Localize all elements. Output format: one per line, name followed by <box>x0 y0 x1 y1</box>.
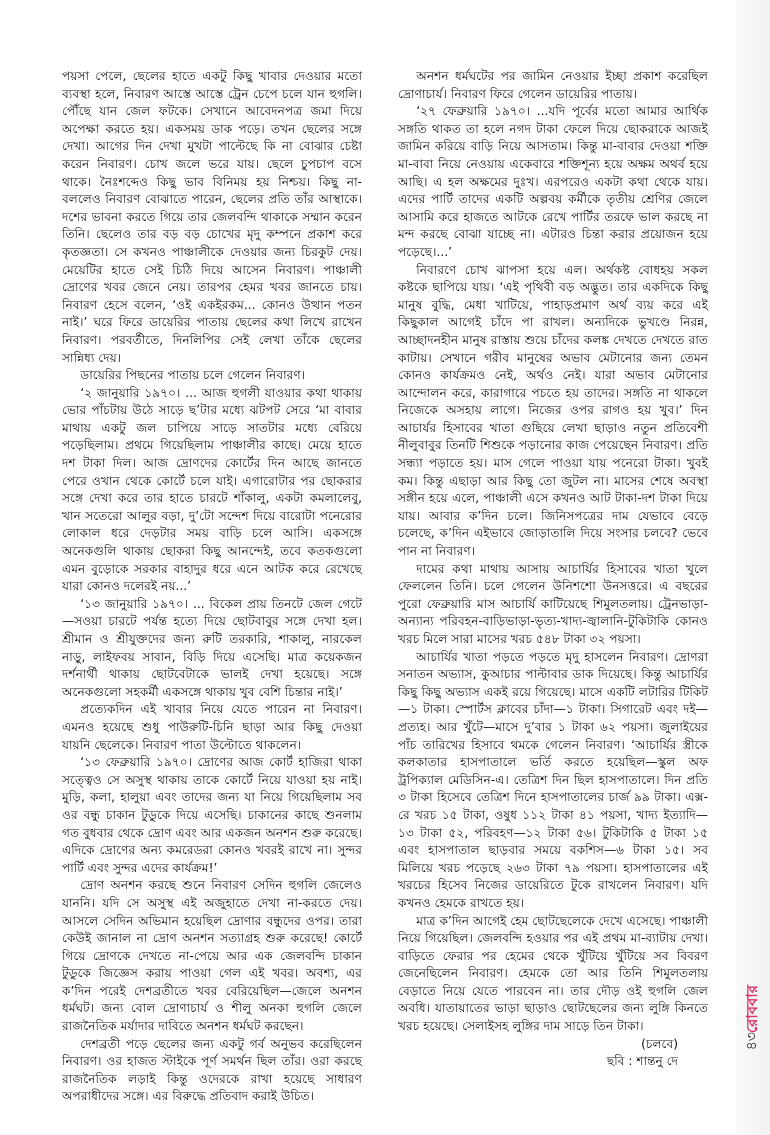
paragraph: পয়সা পেলে, ছেলের হাতে একটু কিছু খাবার দেওয়ার মতো ব্যবস্থা হলে, নিবারণ আস্তে আস্তে ট্রেন চেপে চলে যান হুগলি। পৌঁছে যান জেল ফটকে। সেখানে আবেদনপত্র জমা দিয়ে অপেক্ষা করতে হয়। একসময় ডাক পড়ে। তখন ছেলের সঙ্গে দেখা। আগের দিন দেখা মুখটা পাল্টেছে কি না বোঝার চেষ্টা করেন নিবারণ। চোখ জলে ভরে যায়। ছেলে চুপচাপ বসে থাকে। নৈঃশব্দেও কিছু ভাব বিনিময় হয় নিশ্চয়। কিছু না-বললেও নিবারণ বোঝাতে পারেন, ছেলের প্রতি তাঁর আস্থাকে। দশের ভাবনা করতে গিয়ে তার জেলবন্দি থাকাকে সম্মান করেন তিনি। ছেলেও তার বড় বড় চোখের মৃদু কম্পনে প্রকাশ করে কৃতজ্ঞতা। সে কখনও পাঞ্চালীকে দেওয়ার জন্য চিরকুট দেয়। মেয়েটির হাতে সেই চিঠি দিয়ে আসেন নিবারণ। পাঞ্চালী দ্রোণের খবর জেনে নেয়। তারপর হেমর খবর জানতে চায়। নিবারণ হেসে বলেন, ‘ওই একইরকম... কোনও উত্থান পতন নাই।’ ঘরে ফিরে ডায়েরির পাতায় ছেলের কথা লিখে রাখেন নিবারণ। পরবর্তীতে, দিনলিপির সেই লেখা তাঁকে ছেলের সান্নিধ্য দেয়। <box>62 69 362 365</box>
illustration-credit: ছবি : শান্তনু দে <box>606 1054 678 1069</box>
paragraph: দ্রোণ অনশন করছে শুনে নিবারণ সেদিন হুগলি জেলেও যাননি। যদি সে অসুস্থ এই অজুহাতে দেখা না-করতে দেয়। আসলে সেদিন অভিমান হয়েছিল দ্রোণার বন্ধুদের ওপর। তারা কেউই জানাল না দ্রোণ অনশন সত্যাগ্রহ শুরু করেছে! কোর্টে গিয়ে দ্রোণকে দেখতে না-পেয়ে আর এক জেলবন্দি চাকান টুডুকে জিজ্ঞেস করায় পাওয়া গেল এই খবর। অবশ্য, এর ক’দিন পরেই দেশব্রতীতে খবর বেরিয়েছিল—জেলে অনশন ধর্মঘট। জন্য বোল দ্রোণাচার্য ও শীলু অনকা হুগলি জেলে রাজনৈতিক মর্যাদার দাবিতে অনশন ধর্মঘট করছেন। <box>62 878 362 1034</box>
left-column <box>62 68 362 1106</box>
paragraph: নিবারণে চোখ ঝাপসা হয়ে এল। অর্থকষ্ট বোধহয় সকল কষ্টকে ছাপিয়ে যায়। ‘এই পৃথিবী বড় অদ্ভুত। তার একদিকে কিছু মানুষ বুদ্ধি, মেধা খাটিয়ে, পাহাড়প্রমাণ অর্থ ব্যয় করে এই কিছুকাল আগেই চাঁদে পা রাখল। অন্যদিকে ভুখণ্ডে নিরন্ন, আচ্ছাদনহীন মানুষ রাস্তায় শুয়ে চাঁদের কলঙ্ক দেখতে দেখতে রাত কাটায়। সেখানে গরীব মানুষের অভাব মেটানোর জন্য তেমন কোনও কার্যক্রমও নেই, অর্থও নেই। যারা অভাব মেটানোর আন্দোলন করে, কারাগারে পচতে হয় তাদের। সঙ্গতি না থাকলে নিজেকে অসহায় লাগে। নিজের ওপর রাগও হয় খুব।’ দিন আচার্যর হিসাবের খাতা গুছিয়ে লেখা ছাড়াও নতুন প্রতিবেশী নীলুবাবুর তিনটি শিশুকে পড়ানোর কাজ পেয়েছেন নিবারণ। প্রতি সন্ধ্যা পড়াতে হয়। মাস গেলে পাওয়া যায় পনেরো টাকা। খুবই কম। কিন্তু এছাড়া আর কিছু তো জুটল না। মাসের শেষে অবস্থা সঙ্গীন হয়ে এলে, পাঞ্চালী এসে কখনও আট টাকা-দশ টাকা দিয়ে যায়। আবার ক’দিন চলে। জিনিসপত্রের দাম যেভাবে বেড়ে চলেছে, ক’দিন এইভাবে জোড়াতালি দিয়ে সংসার চলবে? ভেবে পান না নিবারণ। <box>398 262 708 559</box>
paragraph: ডায়েরির পিছনের পাতায় চলে গেলেন নিবারণ। <box>80 368 306 383</box>
page-edge-sidebar <box>736 0 770 1135</box>
paragraph: অনশন ধর্মঘটের পর জামিন নেওয়ার ইচ্ছা প্রকাশ করেছিল দ্রোণাচার্য। নিবারণ ফিরে গেলেন ডায়েরির পাতায়। <box>398 69 708 101</box>
right-column <box>398 68 708 1071</box>
paragraph: মাত্র ক’দিন আগেই হেম ছোটছেলেকে দেখে এসেছে। পাঞ্চালী নিয়ে গিয়েছিল। জেলবন্দি হওয়ার পর এই প্রথম মা-ব্যাটায় দেখা। বাড়িতে ফেরার পর হেমের থেকে খুঁটিয়ে খুঁটিয়ে সব বিবরণ জেনেছিলেন নিবারণ। হেমকে তো আর তিনি শিমুলতলায় বেড়াতে নিয়ে যেতে পারবেন না। তার দৌড় ওই হুগলি জেল অবধি। যাতায়াতের ভাড়া ছাড়াও ছোটছেলের জন্য লুঙ্গি কিনতে খরচ হয়েছে। সেলাইসহ লুঙ্গির দাম সাড়ে তিন টাকা। <box>398 913 708 1034</box>
magazine-name: রোববার <box>743 985 761 1033</box>
paragraph: প্রত্যেকদিন এই খাবার নিয়ে যেতে পারেন না নিবারণ। এমনও হয়েছে শুধু পাউরুটি-চিনি ছাড়া আর কিছু দেওয়া যায়নি ছেলেকে। নিবারণ পাতা উল্টোতে থাকলেন। <box>62 702 362 752</box>
paragraph: আচার্যির খাতা পড়তে পড়তে মৃদু হাসলেন নিবারণ। দ্রোণরা সনাতন অভ্যাস, কুআচার পাল্টাবার ডাক দিয়েছে। কিন্তু আচার্যির কিছু কিছু অভ্যাস একই রয়ে গিয়েছে। মাসে একটি লটারির টিকিট—১ টাকা। স্পোর্টস ক্লাবের চাঁদা—১ টাকা। সিগারেট এবং দই—প্রত্যহ। আর খুঁটে—মাসে দু’বার ১ টাকা ৬২ পয়সা। জুলাইয়ের পাঁচ তারিখের হিসাবে থমকে গেলেন নিবারণ। ‘আচার্যির স্ত্রীকে কলকাতার হাসপাতালে ভর্তি করতে হয়েছিল—স্কুল অফ ট্রপিক্যাল মেডিসিন-এ। তেত্রিশ দিন ছিল হাসপাতালে। দিন প্রতি ৩ টাকা হিসেবে তেত্রিশ দিনে হাসপাতালের চার্জ ৯৯ টাকা। এক্স-রে খরচ ১৫ টাকা, ওষুধ ১১২ টাকা ৪১ পয়সা, খাদ্য ইত্যাদি—১৩ টাকা ৫২, পরিবহণ—১২ টাকা ৫৬। টুকিটাকি ৫ টাকা ১৫ এবং হাসপাতাল ছাড়বার সময়ে বকশিস—৬ টাকা ১৫। সব মিলিয়ে খরচ পড়েছে ২৬৩ টাকা ৭৯ পয়সা। হাসপাতালের এই খরচের হিসেব নিজের ডায়েরিতে টুকে রাখলেন নিবারণ। যদি কখনও হেমকে রাখতে হয়। <box>398 649 708 910</box>
page-number: ৪৩ <box>744 1032 760 1051</box>
continued-label: (চলবে) <box>641 1036 678 1051</box>
paragraph: দামের কথা মাথায় আসায় আচার্যির হিসাবের খাতা খুলে ফেললেন তিনি। চলে গেলেন উনিশশো উনসত্তরে। এ বছরের পুরো ফেব্রুয়ারি মাস আচার্যি কাটিয়েছে শিমুলতলায়। ট্রেনভাড়া-অন্যান্য পরিবহন-বাড়িভাড়া-ভৃত্য-খাদ্য-জ্বালানি-টুকিটাকি কোনও খরচ মিলে সারা মাসের খরচ ৫৪৮ টাকা ৩২ পয়সা। <box>398 561 708 646</box>
paragraph: দেশব্রতী পড়ে ছেলের জন্য একটু গর্ব অনুভব করেছিলেন নিবারণ। ওর হাজত স্টাইকে পূর্ণ সমর্থন ছিল তাঁর। ওরা করছে রাজনৈতিক লড়াই কিন্তু ওদেরকে রাখা হয়েছে সাধারণ অপরাধীদের সঙ্গে। এর বিরুদ্ধে প্রতিবাদ করাই উচিত। <box>62 1036 362 1104</box>
diary-entry: ‘২৭ ফেব্রুয়ারি ১৯৭০। ...যদি পূর্বের মতো আমার আর্থিক সঙ্গতি থাকত তা হলে নগদ টাকা ফেলে দিয়ে ছোকরাকে আজই জামিন করিয়ে বাড়ি নিয়ে আসতাম। কিন্তু মা-বাবার দেওয়া শক্তি মা-বাবা নিয়ে নেওয়ায় একেবারে শক্তিশূন্য হয়ে অক্ষম অথর্ব হয়ে আছি। এ হল অক্ষমের দুঃখ। এরপরেও একটা কথা থেকে যায়। এদের পার্টি তাদের একটি অল্পবয় কর্মীকে তৃতীয় শ্রেণির জেলে আসামি করে হাজতে আটকে রেখে পার্টির তরফে ভাল করছে না মন্দ করছে বোঝা যাচ্ছে না। এটারও চিন্তা করার প্রয়োজন হয়ে পড়েছে।...’ <box>398 104 708 259</box>
diary-entry: ‘২ জানুয়ারি ১৯৭০। ... আজ হুগলী যাওয়ার কথা থাকায় ভোর পাঁচটায় উঠে সাড়ে ছ’টার মধ্যে ঝটপট সেরে ‘মা বাবার মাথায় একটু জল চাপিয়ে সাড়ে সাতটার মধ্যে বেরিয়ে পড়েছিলাম। প্রথমে গিয়েছিলাম পাঞ্চালীর কাছে। মেয়ে হাতে দশ টাকা দিল। আজ দ্রোণদের কোর্টের দিন আছে জানতে পেরে ওখান থেকে কোর্টে চলে যাই। এগারোটার পর ছোকরার সঙ্গে দেখা করে তার হাতে চারটে শাঁকালু, একটা কমলালেবু, খান সতেরো আলুর বড়া, দু’টো সন্দেশ দিয়ে বারোটা পনেরোর লোকাল ধরে দেড়টার সময় বাড়ি চলে আসি। একসঙ্গে অনেকগুলি থাকায় ছোকরা কিছু আনন্দেই, তবে কতকগুলো এমন বুড়োকে সরকার বাহাদুর ধরে এনে আটক করে রেখেছে যারা কোনও দলেরই নয়...’ <box>62 385 362 594</box>
diary-entry: ‘১৩ ফেব্রুয়ারি ১৯৭০। দ্রোণের আজ কোর্ট হাজিরা থাকা সত্ত্বেও সে অসুস্থ থাকায় তাকে কোর্টে নিয়ে যাওয়া হয় নাই। মুড়ি, কলা, হালুয়া এবং তাদের জন্য যা নিয়ে গিয়েছিলাম সব ওর বন্ধু চাকান টুডুকে দিয়ে এসেছি। চাকানের কাছে শুনলাম গত বুধবার থেকে দ্রোণ এবং আর একজন অনশন শুরু করেছে। এদিকে দ্রোণের অন্য কমরেডরা কোনও খবরই রাখে না। সুন্দর পার্টি এবং সুন্দর এদের কার্যক্রম!’ <box>62 755 362 875</box>
diary-entry: ‘১৩ জানুয়ারি ১৯৭০। ... বিকেল প্রায় তিনটে জেল গেটে—সওয়া চারটে পর্যন্ত হত্যে দিয়ে ছোটবাবুর সঙ্গে দেখা হল। শ্রীমান ও শ্রীযুক্তদের জন্য রুটি তরকারি, শাকালু, নারকেল নাড়ু, লাইফবয় সাবান, বিড়ি দিয়ে এসেছি। মাত্র কয়েকজন দর্শনার্থী থাকায় ছোটবেটাকে ভালই দেখা হয়েছে। সঙ্গে অনেকগুলো সহকর্মী একসঙ্গে থাকায় খুব বেশি চিন্তার নাই।’ <box>62 596 362 699</box>
